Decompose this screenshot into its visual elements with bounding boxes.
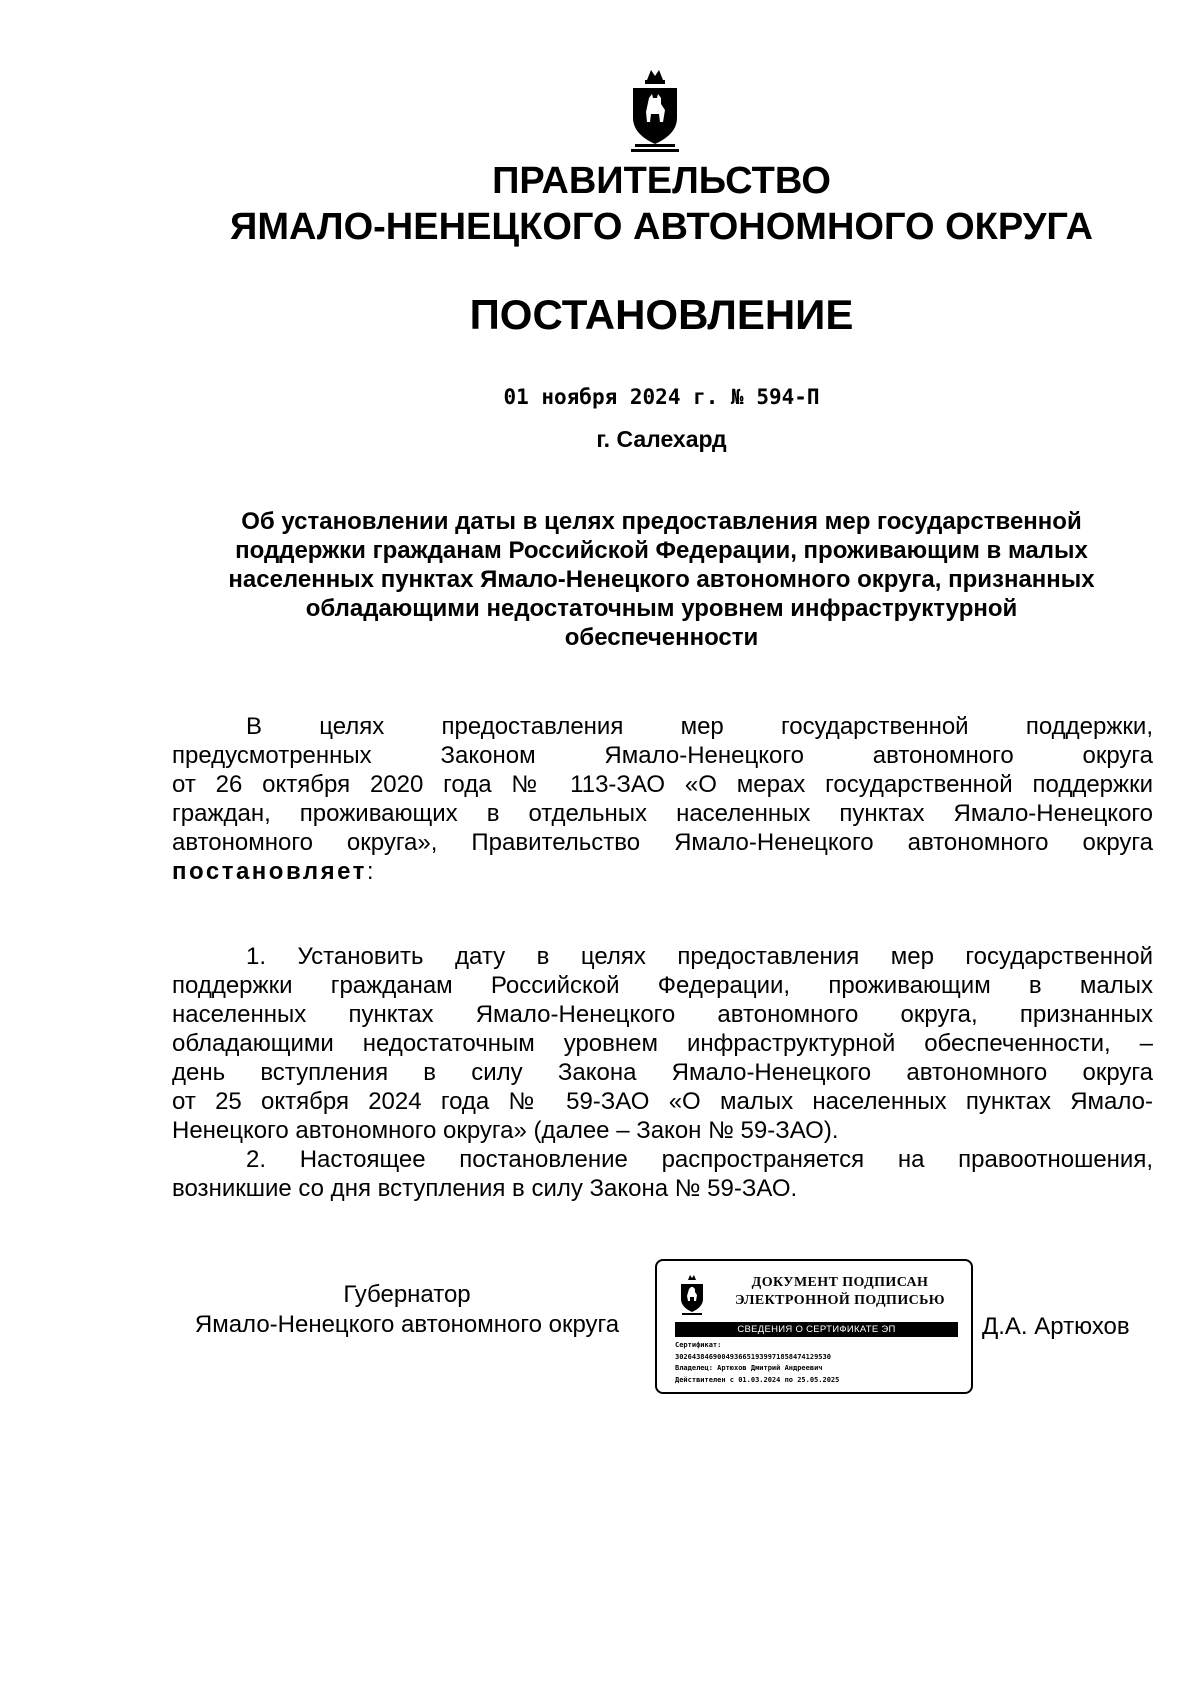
signatory-position — [172, 1280, 642, 1340]
item-line: Ненецкого автономного округа» (далее – Закон № 59-ЗАО). — [172, 1117, 839, 1144]
signatory-name: Д.А. Артюхов — [982, 1313, 1130, 1340]
item-line: возникшие со дня вступления в силу Закона № 59-ЗАО. — [172, 1175, 798, 1202]
preamble-line: В целях предоставления мер государственной поддержки, — [246, 713, 1153, 740]
document-city: г. Салехард — [596, 426, 727, 452]
electronic-signature-stamp — [655, 1259, 973, 1394]
item-line: поддержки гражданам Российской Федерации, проживающим в малых — [172, 972, 1153, 999]
item-line: от 25 октября 2024 года № 59-ЗАО «О малых населенных пунктах Ямало- — [172, 1088, 1153, 1115]
item-line: день вступления в силу Закона Ямало-Ненецкого автономного округа — [172, 1059, 1153, 1086]
item-2-paragraph — [172, 1145, 1153, 1203]
decree-word: постановляет — [172, 858, 367, 885]
item-line: 1. Установить дату в целях предоставления мер государственной — [246, 943, 1153, 970]
preamble-line: от 26 октября 2020 года № 113-ЗАО «О мерах государственной поддержки — [172, 771, 1153, 798]
preamble-line: автономного округа», Правительство Ямало-Ненецкого автономного округа — [172, 829, 1153, 856]
item-line: обладающими недостаточным уровнем инфраструктурной обеспеченности, – — [172, 1030, 1153, 1057]
document-type: ПОСТАНОВЛЕНИЕ — [469, 291, 854, 338]
stamp-emblem-icon — [677, 1273, 707, 1317]
preamble-line: предусмотренных Законом Ямало-Ненецкого автономного округа — [172, 742, 1153, 769]
subject-line: обладающими недостаточным уровнем инфраструктурной — [305, 595, 1018, 622]
item-line: 2. Настоящее постановление распространяется на правоотношения, — [246, 1146, 1153, 1173]
signatory-position-line: Губернатор — [343, 1281, 471, 1308]
preamble-line: граждан, проживающих в отдельных населенных пунктах Ямало-Ненецкого — [172, 800, 1153, 827]
stamp-heading-line: ДОКУМЕНТ ПОДПИСАН — [751, 1275, 929, 1290]
government-title-line: ЯМАЛО-НЕНЕЦКОГО АВТОНОМНОГО ОКРУГА — [230, 206, 1093, 248]
government-title-line: ПРАВИТЕЛЬСТВО — [492, 160, 831, 202]
preamble-paragraph — [172, 712, 1153, 886]
signatory-position-line: Ямало-Ненецкого автономного округа — [194, 1311, 620, 1338]
decree-line — [172, 857, 1153, 886]
stamp-certificate-bar: СВЕДЕНИЯ О СЕРТИФИКАТЕ ЭП — [675, 1322, 958, 1337]
item-1-paragraph — [172, 942, 1153, 1145]
decree-colon: : — [366, 858, 374, 885]
stamp-owner: Владелец: Артюхов Дмитрий Андреевич — [675, 1364, 823, 1372]
stamp-heading — [717, 1274, 963, 1310]
coat-of-arms-emblem — [625, 66, 685, 154]
stamp-cert-number: 3026438469004936651939971858474129530 — [675, 1352, 831, 1361]
subject-line: обеспеченности — [564, 624, 759, 651]
stamp-certificate-info — [675, 1340, 965, 1386]
document-date-number: 01 ноября 2024 г. № 594-П — [503, 385, 820, 409]
subject-line: Об установлении даты в целях предоставления мер государственной — [241, 508, 1082, 535]
stamp-validity: Действителен с 01.03.2024 по 25.05.2025 — [675, 1375, 840, 1384]
subject-line: поддержки гражданам Российской Федерации, проживающим в малых — [235, 537, 1088, 564]
document-subject — [180, 507, 1143, 652]
subject-line: населенных пунктах Ямало-Ненецкого автономного округа, признанных — [228, 566, 1095, 593]
stamp-heading-line: ЭЛЕКТРОННОЙ ПОДПИСЬЮ — [735, 1293, 945, 1308]
government-title — [0, 158, 1200, 250]
item-line: населенных пунктах Ямало-Ненецкого автономного округа, признанных — [172, 1001, 1153, 1028]
stamp-cert-label: Сертификат: — [675, 1341, 722, 1349]
